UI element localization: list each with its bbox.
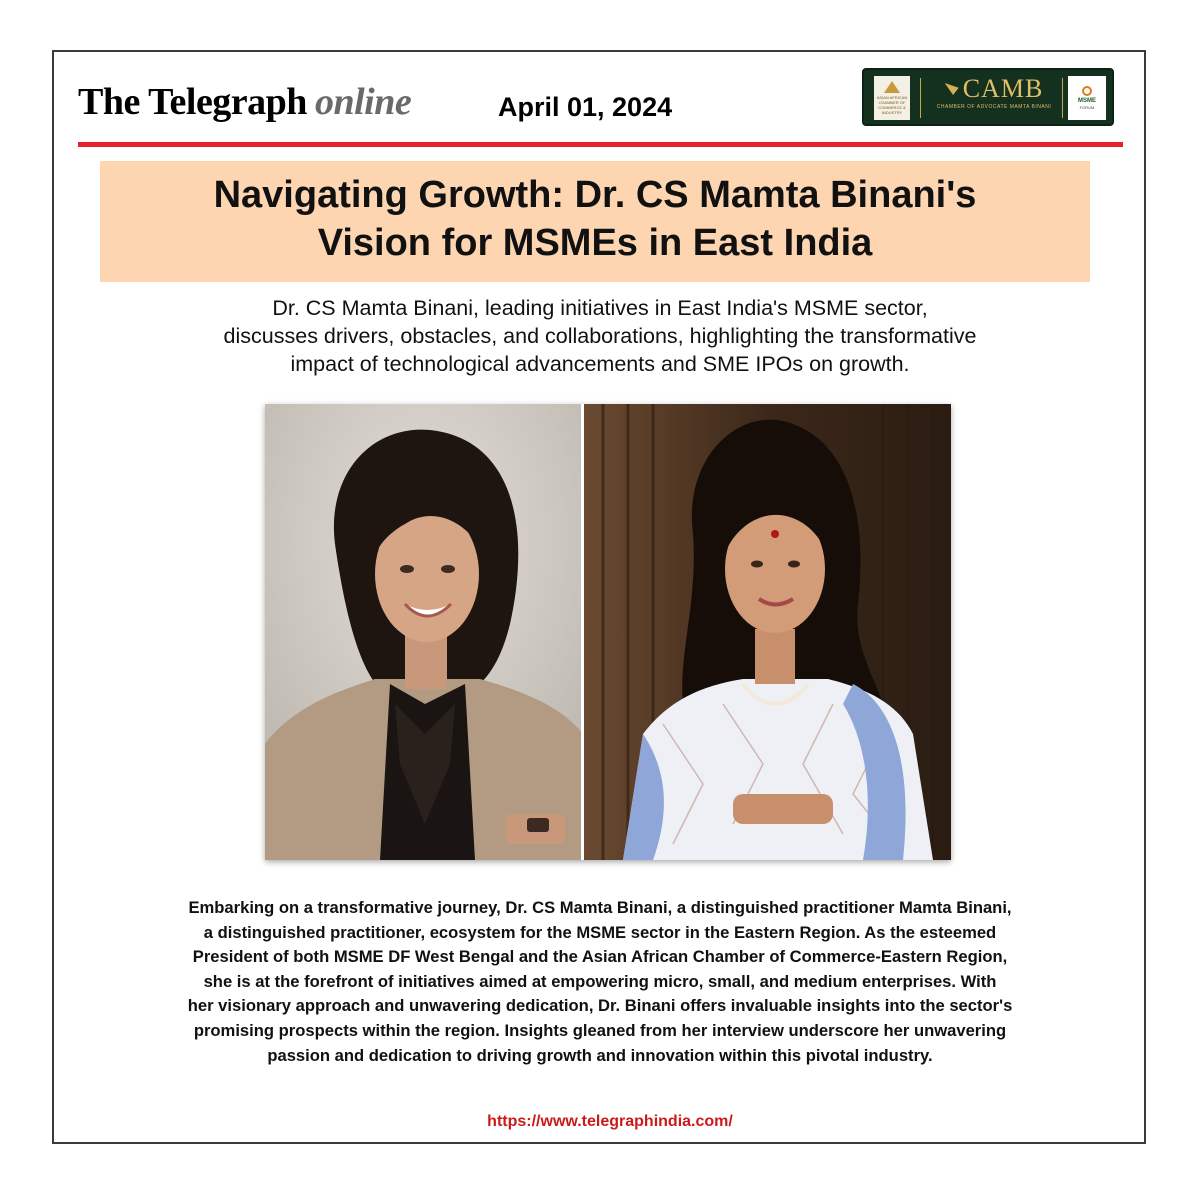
dek-line-1: Dr. CS Mamta Binani, leading initiatives in East India's MSME sector, <box>272 296 928 320</box>
headline-line-2: Vision for MSMEs in East India <box>317 222 873 264</box>
body-line: promising prospects within the region. Insights gleaned from her interview underscore her unwavering <box>193 1020 1007 1040</box>
headline <box>100 171 1090 267</box>
msme-subtitle: FORUM <box>1079 105 1095 110</box>
dek-line-2: discusses drivers, obstacles, and collaborations, highlighting the transformative <box>223 324 977 348</box>
source-url-link[interactable]: https://www.telegraphindia.com/ <box>487 1113 733 1130</box>
body-line: her visionary approach and unwavering dedication, Dr. Binani offers invaluable insights into the sector's <box>187 996 1013 1016</box>
camb-title: CAMB <box>962 74 1044 103</box>
msme-ring-icon <box>1082 86 1092 96</box>
article-body <box>90 896 1110 1068</box>
portrait-right-illustration <box>583 404 951 860</box>
msme-forum-logo <box>1068 76 1106 120</box>
body-line: a distinguished practitioner, ecosystem for the MSME sector in the Eastern Region. As the esteemed <box>203 922 997 942</box>
asian-african-chamber-logo <box>874 76 910 120</box>
body-line: President of both MSME DF West Bengal and the Asian African Chamber of Commerce-Eastern Region, <box>192 947 1008 967</box>
headline-line-1: Navigating Growth: Dr. CS Mamta Binani's <box>213 174 977 216</box>
masthead-logo <box>78 80 411 124</box>
body-line: Embarking on a transformative journey, Dr. CS Mamta Binani, a distinguished practitioner Mamta Binani, <box>188 898 1012 917</box>
camb-logo <box>930 74 1058 111</box>
masthead-publication: The Telegraph <box>78 81 307 123</box>
headline-banner <box>100 161 1090 282</box>
dek-line-3: impact of technological advancements and SME IPOs on growth. <box>290 352 910 376</box>
asian-african-chamber-text: ASIAN AFRICAN CHAMBER OF COMMERCE & INDUSTRY <box>876 95 908 115</box>
camb-logo-banner <box>862 68 1114 126</box>
camb-subtitle: CHAMBER OF ADVOCATE MAMTA BINANI <box>936 104 1052 110</box>
body-line: she is at the forefront of initiatives aimed at empowering micro, small, and medium enterprises. With <box>203 971 997 991</box>
publication-date: April 01, 2024 <box>498 92 673 122</box>
portrait-left-illustration <box>265 404 583 860</box>
masthead-online: online <box>314 81 412 123</box>
triangle-emblem-icon <box>884 81 900 93</box>
header-rule <box>78 142 1123 147</box>
portrait-photo-right <box>583 404 951 860</box>
body-line: passion and dedication to driving growth and innovation within this pivotal industry. <box>267 1045 933 1065</box>
photo-divider <box>581 404 584 860</box>
article-dek <box>100 294 1100 378</box>
logo-divider-left <box>920 78 921 118</box>
portrait-photos <box>265 404 951 860</box>
msme-title: MSME <box>1078 98 1096 104</box>
logo-divider-right <box>1062 78 1063 118</box>
portrait-photo-left <box>265 404 583 860</box>
wing-emblem-icon <box>945 83 959 95</box>
